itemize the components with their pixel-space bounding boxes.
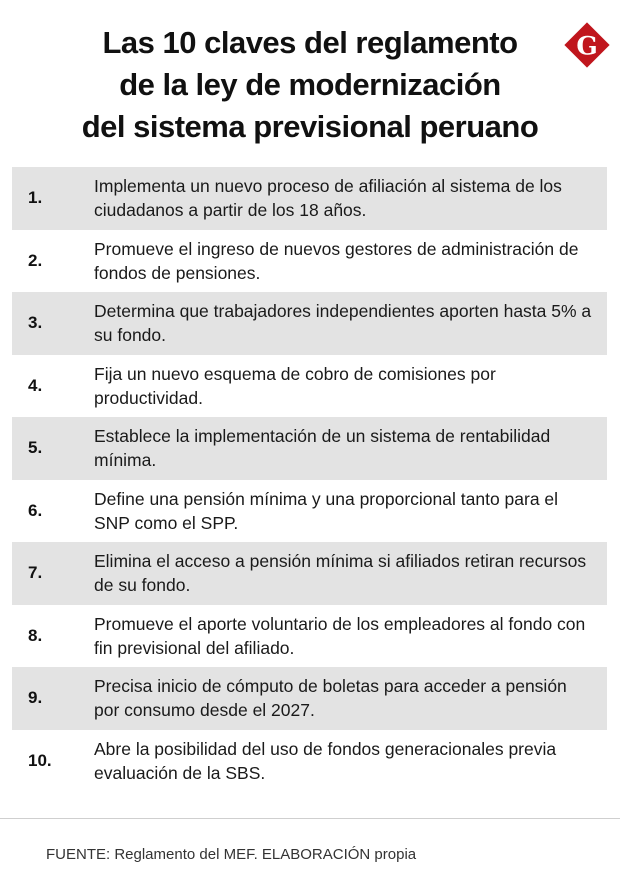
title-line-3: del sistema previsional peruano xyxy=(81,109,539,144)
item-number: 4. xyxy=(28,375,43,395)
item-text: Determina que trabajadores independientes aporten hasta 5% a su fondo. xyxy=(94,301,592,345)
item-text: Abre la posibilidad del uso de fondos generacionales previa evaluación de la SBS. xyxy=(94,738,557,783)
infographic-title xyxy=(30,22,590,148)
list-item xyxy=(12,355,607,418)
list-item xyxy=(12,480,607,543)
footer-divider xyxy=(0,818,620,819)
list-item xyxy=(12,292,607,355)
list-item xyxy=(12,417,607,480)
item-number: 7. xyxy=(28,563,43,582)
item-text: Implementa un nuevo proceso de afiliación al sistema de los ciudadanos a partir de los 18 años. xyxy=(94,176,562,220)
item-text: Define una pensión mínima y una proporcional tanto para el SNP como el SPP. xyxy=(94,488,559,533)
item-number: 1. xyxy=(28,188,43,207)
item-number: 8. xyxy=(28,625,43,645)
list-item xyxy=(12,730,607,793)
item-number: 9. xyxy=(28,688,43,707)
logo-letter: G xyxy=(576,31,598,61)
list-item xyxy=(12,167,607,230)
item-text: Precisa inicio de cómputo de boletas para acceder a pensión por consumo desde el 2027. xyxy=(94,676,567,720)
item-text: Promueve el ingreso de nuevos gestores de administración de fondos de pensiones. xyxy=(94,238,579,283)
title-line-1: Las 10 claves del reglamento xyxy=(102,25,518,60)
list-item xyxy=(12,542,607,605)
source-credit: FUENTE: Reglamento del MEF. ELABORACIÓN propia xyxy=(46,846,417,863)
item-number: 6. xyxy=(28,500,43,520)
claves-list xyxy=(12,167,607,792)
item-text: Fija un nuevo esquema de cobro de comisiones por productividad. xyxy=(94,363,496,408)
item-number: 2. xyxy=(28,250,43,270)
item-text: Promueve el aporte voluntario de los empleadores al fondo con fin previsional del afiliado. xyxy=(94,613,586,658)
list-item xyxy=(12,230,607,293)
list-item xyxy=(12,667,607,730)
gestion-logo-icon xyxy=(563,21,611,69)
title-line-2: de la ley de modernización xyxy=(119,67,501,102)
item-text: Elimina el acceso a pensión mínima si afiliados retiran recursos de su fondo. xyxy=(94,551,587,595)
list-item xyxy=(12,605,607,668)
item-number: 10. xyxy=(28,750,52,770)
item-text: Establece la implementación de un sistema de rentabilidad mínima. xyxy=(94,426,551,470)
item-number: 3. xyxy=(28,313,43,332)
item-number: 5. xyxy=(28,438,43,457)
